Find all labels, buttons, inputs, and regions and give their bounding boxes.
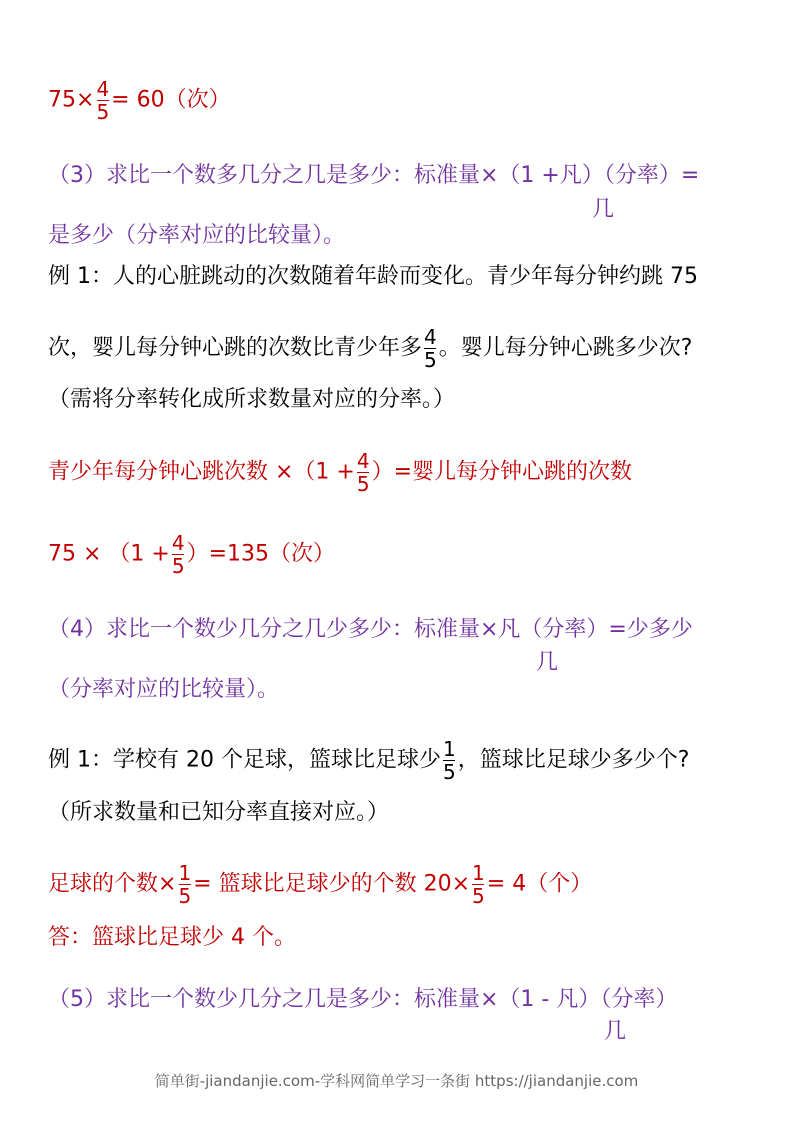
fraction: $\frac{1}{5}$: [178, 861, 192, 908]
section-4-ji: 几: [536, 650, 559, 675]
section-5-heading: （5）求比一个数少几分之几是多少：标准量×（1 - 凡）（分率）: [48, 987, 678, 1012]
example-2-note: （所求数量和已知分率直接对应。）: [48, 800, 390, 825]
section-3-heading: （3）求比一个数多几分之几是多少：标准量×（1 +凡）（分率）=: [48, 163, 700, 188]
equation-line-1: 75× $\frac{4}{5}$ = 60（次）: [48, 77, 231, 124]
section-5-ji: 几: [604, 1019, 627, 1044]
fraction: $\frac{4}{5}$: [356, 449, 370, 496]
fraction: $\frac{4}{5}$: [171, 531, 185, 578]
example-1-line-1: 例 1：人的心脏跳动的次数随着年龄而变化。青少年每分钟约跳 75: [48, 264, 698, 289]
example-2-line-1: 例 1：学校有 20 个足球，篮球比足球少 $\frac{1}{5}$ ，篮球比足球少多少个?: [48, 737, 690, 784]
fraction: $\frac{4}{5}$: [96, 77, 110, 124]
equation-line-2: 青少年每分钟心跳次数 ×（1 + $\frac{4}{5}$ ）=婴儿每分钟心跳的次数: [48, 449, 633, 496]
section-4-heading: （4）求比一个数少几分之几少多少：标准量×凡（分率）=少多少: [48, 617, 693, 642]
fraction: $\frac{1}{5}$: [472, 861, 485, 908]
equation-line-3: 75 × （1 + $\frac{4}{5}$ ）=135（次）: [48, 531, 336, 578]
example-1-note: （需将分率转化成所求数量对应的分率。）: [48, 387, 456, 412]
section-4-continued: （分率对应的比较量）。: [48, 677, 280, 702]
fraction: $\frac{4}{5}$: [424, 325, 437, 372]
equation-line-4: 足球的个数× $\frac{1}{5}$ = 篮球比足球少的个数 20× $\frac{1}{5}$ = 4（个）: [48, 861, 593, 908]
fraction: $\frac{1}{5}$: [442, 737, 456, 784]
page-footer: 简单街-jiandanjie.com-学科网简单学习一条街 https://jiandanjie.com: [154, 1072, 639, 1090]
answer-line: 答：篮球比足球少 4 个。: [48, 925, 296, 950]
example-1-line-2: 次，婴儿每分钟心跳的次数比青少年多 $\frac{4}{5}$ 。婴儿每分钟心跳多少次?: [48, 325, 693, 372]
section-3-ji: 几: [592, 197, 615, 222]
section-3-continued: 是多少（分率对应的比较量）。: [48, 223, 346, 248]
